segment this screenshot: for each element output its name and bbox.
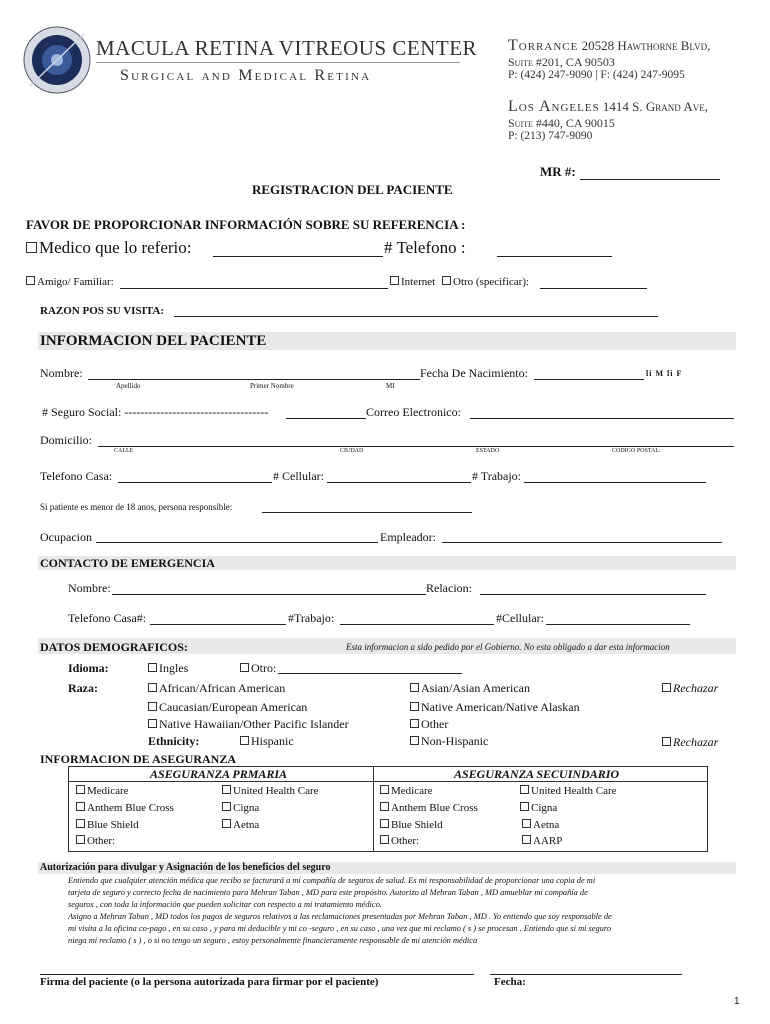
authorization-line-5: mi visita a la oficina co-pago , en su caso , y para mi deducible y mi co -seguro , en su caso , una vez que mi reclamo ( s ) se procesan . Entiendo que si mi seguro: [68, 924, 612, 933]
friend-label: [26, 276, 114, 288]
secondary-blue-shield-text: Blue Shield: [391, 819, 443, 831]
caucasian-text: Caucasian/European American: [159, 700, 308, 714]
la-address: [508, 98, 708, 116]
secondary-uhc-text: United Health Care: [531, 785, 617, 797]
primary-other-checkbox[interactable]: [76, 835, 85, 844]
address-label: Domicilio:: [40, 433, 92, 447]
friend-input[interactable]: [122, 274, 386, 288]
other-option: [442, 276, 529, 288]
secondary-aetna: [522, 819, 559, 831]
other-referral-input[interactable]: [542, 274, 645, 288]
secondary-anthem: [380, 802, 478, 814]
secondary-cigna-text: Cigna: [531, 802, 558, 814]
african-text: African/African American: [159, 681, 286, 695]
primary-cigna: [222, 802, 259, 814]
mr-number-label: MR #:: [540, 164, 576, 179]
referral-phone-line: [497, 256, 612, 257]
non-hispanic-text: Non-Hispanic: [421, 734, 489, 748]
patient-name-label: Nombre:: [40, 366, 83, 380]
primary-medicare-checkbox[interactable]: [76, 785, 85, 794]
la-street: 1414 S. Grand Ave,: [602, 99, 708, 114]
race-other-option: [410, 717, 448, 732]
hawaiian-option: [148, 717, 349, 732]
authorization-line-1: Entiendo que cualquier atención médica que recibo se facturará a mi compañía de seguros de salud. Es mi responsabilidad de proporcionar una copia de mi: [68, 876, 596, 885]
asian-option: [410, 681, 530, 696]
secondary-medicare: [380, 785, 433, 797]
cell-label: # Cellular:: [273, 469, 324, 483]
asian-text: Asian/Asian American: [421, 681, 530, 695]
friend-text: Amigo/ Familiar:: [37, 276, 114, 288]
org-name: MACULA RETINA VITREOUS CENTER: [96, 36, 478, 60]
decline-race-option: [662, 681, 718, 696]
secondary-insurance-title: ASEGURANZA SECUINDARIO: [454, 767, 620, 781]
patient-name-input[interactable]: [90, 365, 418, 379]
page-number: 1: [734, 996, 740, 1007]
secondary-other-text: Other:: [391, 835, 420, 847]
emergency-home-phone-label: Telefono Casa#:: [68, 611, 147, 625]
authorization-line-6: niega mi reclamo ( s ) , o si no tengo un seguro , estoy personalmente financieramente responsable de mi atención médica: [68, 936, 478, 945]
secondary-aarp-checkbox[interactable]: [522, 835, 531, 844]
secondary-blue-shield: [380, 819, 443, 831]
african-option: [148, 681, 285, 696]
non-hispanic-checkbox[interactable]: [410, 736, 419, 745]
emergency-cell-label: #Cellular:: [496, 611, 544, 625]
emergency-name-line: [112, 594, 426, 595]
referral-heading: FAVOR DE PROPORCIONAR INFORMACIÓN SOBRE SU REFERENCIA :: [26, 217, 466, 232]
work-phone-label: # Trabajo:: [472, 469, 522, 483]
sub-state: ESTADO: [476, 448, 500, 454]
english-option: [148, 661, 188, 676]
la-city: Los Angeles: [508, 98, 600, 115]
emergency-cell-line: [546, 624, 690, 625]
sub-first-name: Primer Nombre: [250, 382, 294, 390]
insurance-heading: INFORMACION DE ASEGURANZA: [40, 752, 237, 766]
referring-doctor-text: Medico que lo referio:: [39, 238, 192, 257]
primary-aetna-checkbox[interactable]: [222, 819, 231, 828]
hawaiian-text: Native Hawaiian/Other Pacific Islander: [159, 717, 349, 731]
cell-input[interactable]: [329, 468, 469, 482]
torrance-phone: P: (424) 247-9090 | F: (424) 247-9095: [508, 69, 685, 81]
signature-line: [40, 974, 474, 975]
mr-number-line: [580, 179, 720, 180]
friend-line: [120, 288, 388, 289]
la-suite: Suite #440, CA 90015: [508, 116, 615, 130]
primary-aetna-text: Aetna: [233, 819, 260, 831]
other-language-option: [240, 661, 276, 676]
demographics-heading: DATOS DEMOGRAFICOS:: [40, 640, 188, 654]
emergency-work-line: [340, 624, 494, 625]
other-language-text: Otro:: [251, 661, 277, 675]
caucasian-option: [148, 700, 307, 715]
referring-doctor-input[interactable]: [215, 240, 381, 254]
minor-responsible-label: Si patiente es menor de 18 anos, persona responsible:: [40, 502, 233, 512]
non-hispanic-option: [410, 734, 488, 749]
visit-reason-label: RAZON POS SU VISITA:: [40, 305, 164, 317]
emergency-heading: CONTACTO DE EMERGENCIA: [40, 556, 215, 570]
header-divider: [96, 62, 460, 63]
primary-anthem: [76, 802, 174, 814]
sex-options[interactable]: li M li F: [646, 369, 683, 378]
english-text: Ingles: [159, 661, 189, 675]
primary-cigna-text: Cigna: [233, 802, 260, 814]
relation-line: [480, 594, 706, 595]
minor-responsible-input[interactable]: [264, 498, 470, 512]
employer-line: [442, 542, 722, 543]
home-phone-line: [118, 482, 272, 483]
home-phone-input[interactable]: [120, 468, 270, 482]
secondary-anthem-checkbox[interactable]: [380, 802, 389, 811]
minor-responsible-line: [262, 512, 472, 513]
primary-other-text: Other:: [87, 835, 116, 847]
hispanic-checkbox[interactable]: [240, 736, 249, 745]
relation-label: Relacion:: [426, 581, 472, 595]
insurance-table-divider: [373, 767, 374, 851]
date-line: [490, 974, 682, 975]
work-phone-line: [524, 482, 706, 483]
decline-ethnicity-checkbox[interactable]: [662, 737, 671, 746]
secondary-medicare-checkbox[interactable]: [380, 785, 389, 794]
relation-input[interactable]: [482, 580, 704, 594]
emergency-home-phone-line: [150, 624, 286, 625]
sub-zip: CODIGO POSTAL:: [612, 448, 661, 454]
visit-reason-input[interactable]: [176, 302, 656, 316]
secondary-aarp: [522, 835, 562, 847]
other-language-input[interactable]: [280, 659, 460, 673]
asian-checkbox[interactable]: [410, 683, 419, 692]
primary-blue-shield: [76, 819, 139, 831]
ssn-line: [286, 418, 366, 419]
dob-line: [534, 379, 644, 380]
internet-checkbox[interactable]: [390, 276, 399, 285]
decline-ethnicity-option: [662, 735, 718, 750]
emergency-home-phone-input[interactable]: [152, 610, 284, 624]
torrance-street: 20528 Hawthorne Blvd,: [581, 38, 711, 53]
email-input[interactable]: [472, 404, 732, 418]
primary-uhc-text: United Health Care: [233, 785, 319, 797]
email-label: Correo Electronico:: [366, 405, 461, 419]
employer-input[interactable]: [444, 528, 720, 542]
sub-street: CALLE: [114, 448, 134, 454]
sub-middle-initial: MI: [386, 382, 395, 390]
secondary-cigna-checkbox[interactable]: [520, 802, 529, 811]
patient-section-heading: INFORMACION DEL PACIENTE: [40, 333, 267, 349]
referring-doctor-line: [213, 256, 383, 257]
torrance-city: Torrance: [508, 37, 579, 54]
patient-name-line: [88, 379, 420, 380]
signature-input[interactable]: [42, 958, 472, 972]
occupation-input[interactable]: [98, 528, 376, 542]
authorization-line-3: seguros , con toda la información que pueden solicitar con respecto a mi tratamiento médico.: [68, 900, 382, 909]
work-phone-input[interactable]: [526, 468, 704, 482]
primary-aetna: [222, 819, 259, 831]
mr-number-input[interactable]: [582, 164, 718, 178]
primary-other: [76, 835, 115, 847]
org-subtitle: Surgical and Medical Retina: [120, 67, 372, 84]
race-other-text: Other: [421, 717, 449, 731]
address-line: [98, 446, 734, 447]
form-title: REGISTRACION DEL PACIENTE: [252, 182, 453, 197]
secondary-uhc: [520, 785, 617, 797]
race-other-checkbox[interactable]: [410, 719, 419, 728]
referring-doctor-label: [26, 238, 191, 258]
sub-city: CIUDAD: [340, 448, 364, 454]
caucasian-checkbox[interactable]: [148, 702, 157, 711]
referral-phone-input[interactable]: [499, 240, 610, 254]
authorization-heading: Autorización para divulgar y Asignación de los beneficios del seguro: [40, 862, 331, 873]
emergency-work-label: #Trabajo:: [288, 611, 335, 625]
emergency-name-label: Nombre:: [68, 581, 111, 595]
primary-blue-shield-checkbox[interactable]: [76, 819, 85, 828]
demographics-note: Esta informacion a sido pedido por el Gobierno. No esta obligado a dar esta informacion: [346, 642, 670, 652]
occupation-label: Ocupacion: [40, 530, 92, 544]
sub-last-name: Apellido: [116, 382, 141, 390]
other-referral-line: [540, 288, 647, 289]
authorization-line-2: tarjeta de seguro y correcto fecha de nacimiento para Mehran Taban , MD para este propósito. Autorizo al Mehran Taban , MD amueblar mi compañía de: [68, 888, 588, 897]
primary-blue-shield-text: Blue Shield: [87, 819, 139, 831]
referring-doctor-checkbox[interactable]: [26, 242, 37, 253]
primary-anthem-text: Anthem Blue Cross: [87, 802, 174, 814]
primary-uhc-checkbox[interactable]: [222, 785, 231, 794]
primary-uhc: [222, 785, 319, 797]
primary-medicare: [76, 785, 129, 797]
address-input[interactable]: [100, 432, 732, 446]
hispanic-option: [240, 734, 294, 749]
decline-race-text: Rechazar: [673, 681, 719, 695]
decline-race-checkbox[interactable]: [662, 683, 671, 692]
primary-anthem-checkbox[interactable]: [76, 802, 85, 811]
dob-input[interactable]: [536, 365, 642, 379]
secondary-aetna-text: Aetna: [533, 819, 560, 831]
hawaiian-checkbox[interactable]: [148, 719, 157, 728]
primary-medicare-text: Medicare: [87, 785, 129, 797]
native-american-checkbox[interactable]: [410, 702, 419, 711]
signature-label: Firma del paciente (o la persona autorizada para firmar por el paciente): [40, 976, 379, 988]
ssn-label: # Seguro Social: ------------------------------------: [42, 405, 269, 419]
la-phone: P: (213) 747-9090: [508, 130, 593, 142]
secondary-aetna-checkbox[interactable]: [522, 819, 531, 828]
visit-reason-line: [174, 316, 658, 317]
primary-cigna-checkbox[interactable]: [222, 802, 231, 811]
hispanic-text: Hispanic: [251, 734, 294, 748]
secondary-anthem-text: Anthem Blue Cross: [391, 802, 478, 814]
african-checkbox[interactable]: [148, 683, 157, 692]
native-american-text: Native American/Native Alaskan: [421, 700, 580, 714]
other-language-checkbox[interactable]: [240, 663, 249, 672]
secondary-uhc-checkbox[interactable]: [520, 785, 529, 794]
email-line: [470, 418, 734, 419]
other-referral-checkbox[interactable]: [442, 276, 451, 285]
secondary-blue-shield-checkbox[interactable]: [380, 819, 389, 828]
dob-label: Fecha De Nacimiento:: [420, 366, 528, 380]
secondary-medicare-text: Medicare: [391, 785, 433, 797]
secondary-other-checkbox[interactable]: [380, 835, 389, 844]
ethnicity-label: Ethnicity:: [148, 734, 200, 748]
authorization-line-4: Asigno a Mehran Taban , MD todos los pagos de seguros relativos a las reclamaciones presentadas por Mehran Taban , MD . Yo entiendo que soy responsable de: [68, 912, 612, 921]
friend-checkbox[interactable]: [26, 276, 35, 285]
english-checkbox[interactable]: [148, 663, 157, 672]
occupation-line: [96, 542, 378, 543]
emergency-name-input[interactable]: [114, 580, 424, 594]
date-input[interactable]: [492, 958, 680, 972]
primary-insurance-title: ASEGURANZA PRMARIA: [150, 767, 288, 781]
internet-text: Internet: [401, 276, 436, 288]
decline-ethnicity-text: Rechazar: [673, 735, 719, 749]
secondary-other: [380, 835, 419, 847]
torrance-address: [508, 37, 710, 55]
cell-line: [327, 482, 471, 483]
secondary-aarp-text: AARP: [533, 835, 563, 847]
home-phone-label: Telefono Casa:: [40, 469, 113, 483]
employer-label: Empleador:: [380, 530, 436, 544]
date-label: Fecha:: [494, 976, 526, 988]
torrance-suite: Suite #201, CA 90503: [508, 55, 615, 69]
clinic-logo: [22, 22, 92, 98]
native-american-option: [410, 700, 580, 715]
internet-option: [390, 276, 435, 288]
secondary-cigna: [520, 802, 557, 814]
other-referral-text: Otro (specificar):: [453, 276, 530, 288]
emergency-work-input[interactable]: [342, 610, 492, 624]
race-label: Raza:: [68, 681, 98, 695]
language-label: Idioma:: [68, 661, 109, 675]
ssn-input[interactable]: [288, 404, 364, 418]
referral-phone-label: # Telefono :: [384, 238, 466, 257]
emergency-cell-input[interactable]: [548, 610, 688, 624]
other-language-line: [278, 673, 462, 674]
